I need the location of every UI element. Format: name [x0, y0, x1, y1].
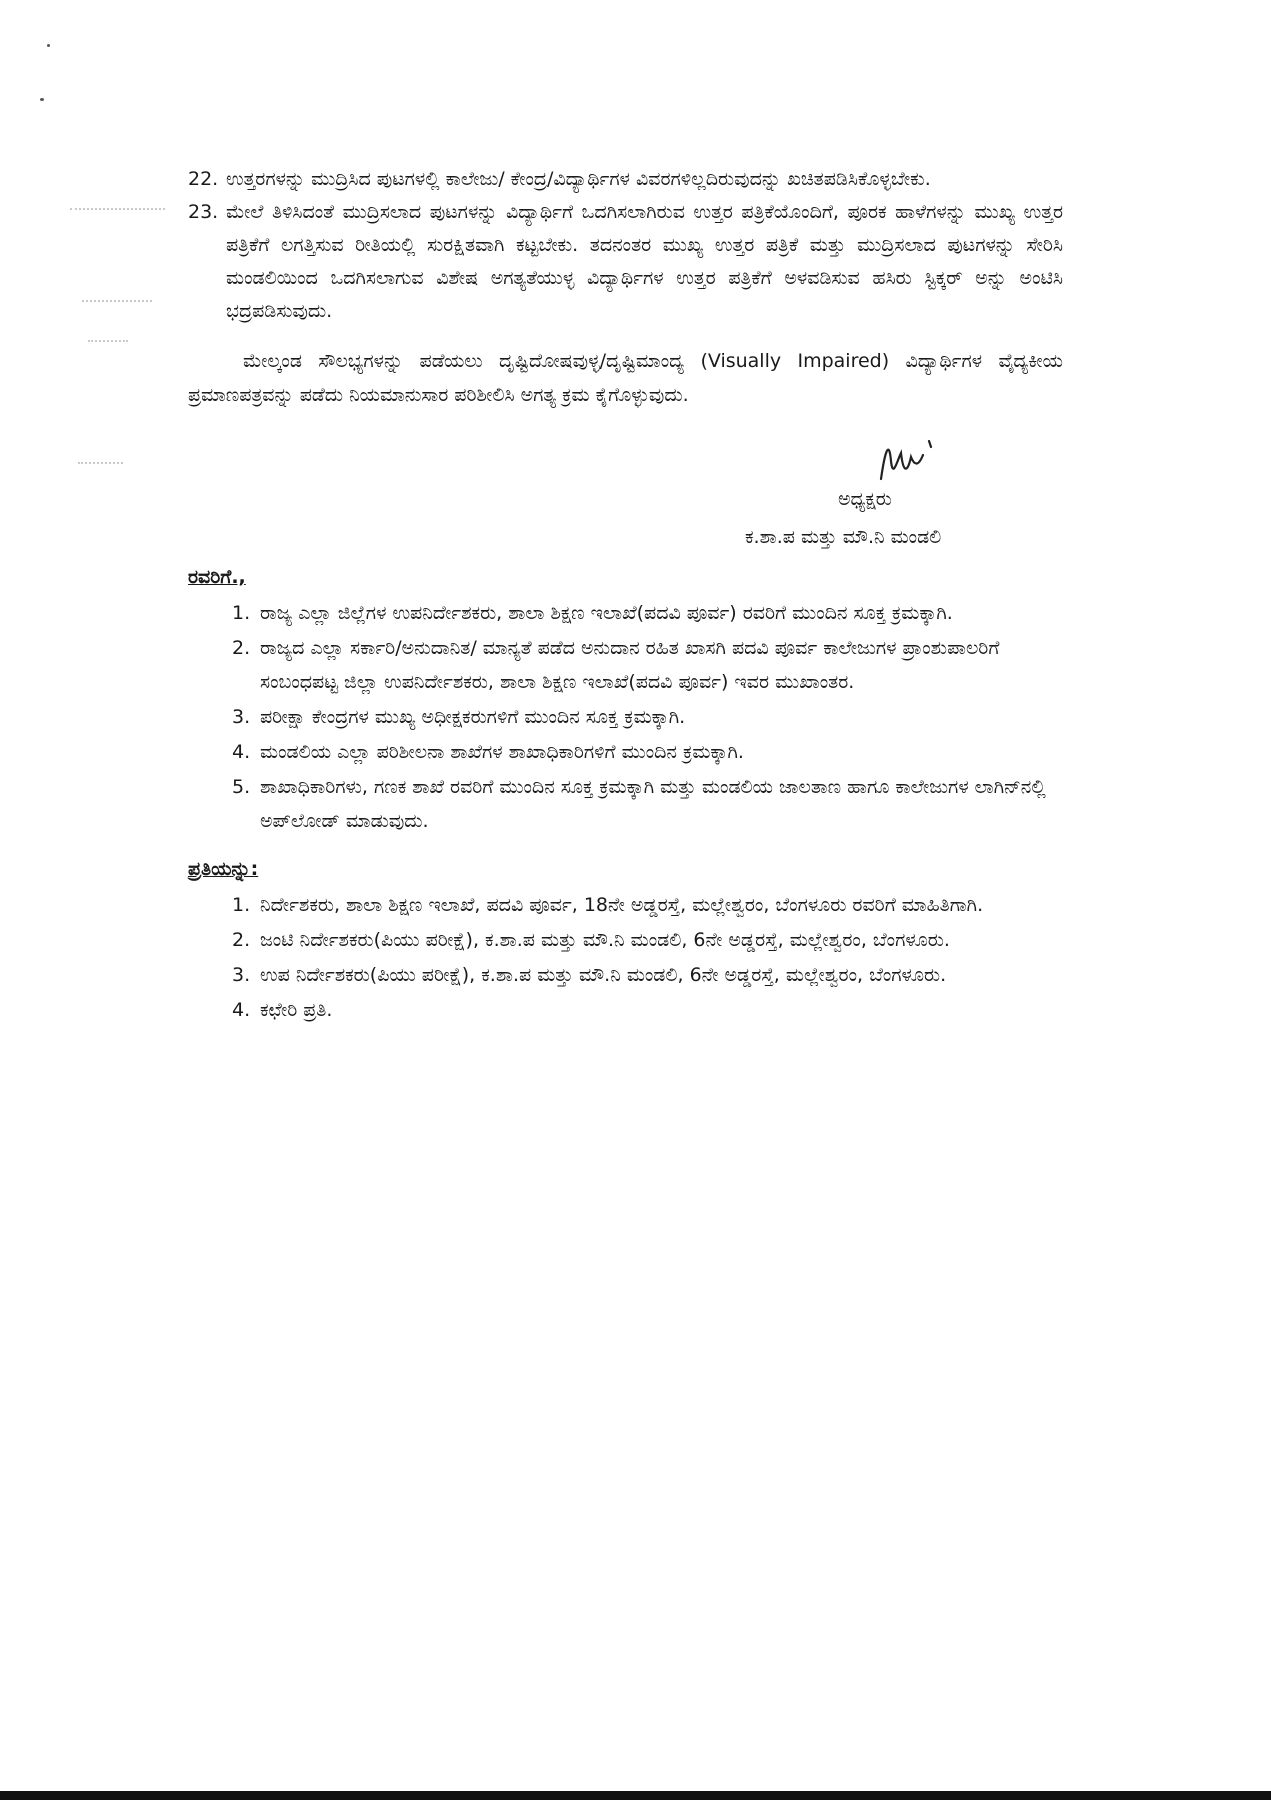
item-text: ಉಪ ನಿರ್ದೇಶಕರು(ಪಿಯು ಪರೀಕ್ಷೆ), ಕ.ಶಾ.ಪ ಮತ್ತು ಮೌ.ನಿ ಮಂಡಲಿ, 6ನೇ ಅಡ್ಡರಸ್ತೆ, ಮಲ್ಲೇಶ್ವರಂ, ಬೆಂಗಳೂರು. — [260, 964, 947, 986]
instruction-paragraph: ಮೇಲ್ಕಂಡ ಸೌಲಭ್ಯಗಳನ್ನು ಪಡೆಯಲು ದೃಷ್ಟಿದೋಷವುಳ್ಳ/ದೃಷ್ಟಿಮಾಂದ್ಯ (Visually Impaired) ವಿದ್ಯಾರ್ಥಿಗಳ ವೈದ್ಯಕೀಯ ಪ್ರಮಾಣಪತ್ರವನ್ನು ಪಡೆದು ನಿಯಮಾನುಸಾರ ಪರಿಶೀಲಿಸಿ ಅಗತ್ಯ ಕ್ರಮ ಕೈಗೊಳ್ಳುವುದು. — [188, 350, 1063, 406]
list-item-22 — [188, 163, 1063, 196]
copy-list — [188, 888, 1063, 1027]
scan-noise — [88, 340, 128, 344]
scan-noise — [82, 300, 152, 304]
scan-noise — [78, 462, 123, 466]
list-item — [188, 596, 1063, 630]
item-text: ರಾಜ್ಯದ ಎಲ್ಲಾ ಸರ್ಕಾರಿ/ಅನುದಾನಿತ/ ಮಾನ್ಯತೆ ಪಡೆದ ಅನುದಾನ ರಹಿತ ಖಾಸಗಿ ಪದವಿ ಪೂರ್ವ ಕಾಲೇಜುಗಳ ಪ್ರಾಂಶುಪಾಲರಿಗೆ ಸಂಬಂಧಪಟ್ಟ ಜಿಲ್ಲಾ ಉಪನಿರ್ದೇಶಕರು, ಶಾಲಾ ಶಿಕ್ಷಣ ಇಲಾಖೆ(ಪದವಿ ಪೂರ್ವ) ಇವರ ಮುಖಾಂತರ. — [260, 637, 1000, 693]
item-number: 4. — [232, 741, 251, 763]
item-text: ಪರೀಕ್ಷಾ ಕೇಂದ್ರಗಳ ಮುಖ್ಯ ಅಧೀಕ್ಷಕರುಗಳಿಗೆ ಮುಂದಿನ ಸೂಕ್ತ ಕ್ರಮಕ್ಕಾಗಿ. — [260, 706, 686, 728]
to-section-heading: ರವರಿಗೆ., — [188, 566, 246, 588]
item-text: ಮೇಲೆ ತಿಳಿಸಿದಂತೆ ಮುದ್ರಿಸಲಾದ ಪುಟಗಳನ್ನು ವಿದ್ಯಾರ್ಥಿಗೆ ಒದಗಿಸಲಾಗಿರುವ ಉತ್ತರ ಪತ್ರಿಕೆಯೊಂದಿಗೆ, ಪೂರಕ ಹಾಳೆಗಳನ್ನು ಮುಖ್ಯ ಉತ್ತರ ಪತ್ರಿಕೆಗೆ ಲಗತ್ತಿಸುವ ರೀತಿಯಲ್ಲಿ ಸುರಕ್ಷಿತವಾಗಿ ಕಟ್ಟಬೇಕು. ತದನಂತರ ಮುಖ್ಯ ಉತ್ತರ ಪತ್ರಿಕೆ ಮತ್ತು ಮುದ್ರಿಸಲಾದ ಪುಟಗಳನ್ನು ಸೇರಿಸಿ ಮಂಡಲಿಯಿಂದ ಒದಗಿಸಲಾಗುವ ವಿಶೇಷ ಅಗತ್ಯತೆಯುಳ್ಳ ವಿದ್ಯಾರ್ಥಿಗಳ ಉತ್ತರ ಪತ್ರಿಕೆಗೆ ಅಳವಡಿಸುವ ಹಸಿರು ಸ್ಟಿಕ್ಕರ್ ಅನ್ನು ಅಂಟಿಸಿ ಭದ್ರಪಡಿಸುವುದು. — [226, 201, 1063, 322]
signatory-organization: ಕ.ಶಾ.ಪ ಮತ್ತು ಮೌ.ನಿ ಮಂಡಲಿ — [745, 526, 942, 548]
item-text: ಕಛೇರಿ ಪ್ರತಿ. — [260, 999, 333, 1021]
signatory-title: ಅಧ್ಯಕ್ಷರು — [838, 488, 892, 510]
item-number: 4. — [232, 999, 251, 1021]
scan-noise — [70, 208, 165, 212]
signature-mark — [873, 431, 953, 487]
item-text: ಶಾಖಾಧಿಕಾರಿಗಳು, ಗಣಕ ಶಾಖೆ ರವರಿಗೆ ಮುಂದಿನ ಸೂಕ್ತ ಕ್ರಮಕ್ಕಾಗಿ ಮತ್ತು ಮಂಡಲಿಯ ಜಾಲತಾಣ ಹಾಗೂ ಕಾಲೇಜುಗಳ ಲಾಗಿನ್‌ನಲ್ಲಿ ಅಪ್‌ಲೋಡ್ ಮಾಡುವುದು. — [260, 776, 1046, 832]
item-number: 23. — [188, 201, 219, 223]
item-text: ಮಂಡಲಿಯ ಎಲ್ಲಾ ಪರಿಶೀಲನಾ ಶಾಖೆಗಳ ಶಾಖಾಧಿಕಾರಿಗಳಿಗೆ ಮುಂದಿನ ಕ್ರಮಕ್ಕಾಗಿ. — [260, 741, 744, 763]
scan-bottom-edge — [0, 1791, 1271, 1800]
scan-speck — [47, 44, 50, 47]
item-number: 3. — [232, 964, 251, 986]
item-number: 2. — [232, 929, 251, 951]
item-number: 1. — [232, 894, 251, 916]
signature-block — [188, 431, 1063, 561]
item-number: 1. — [232, 602, 251, 624]
list-item — [188, 993, 1063, 1027]
list-item — [188, 631, 1063, 699]
list-item-23 — [188, 196, 1063, 328]
item-text: ರಾಜ್ಯ ಎಲ್ಲಾ ಜಿಲ್ಲೆಗಳ ಉಪನಿರ್ದೇಶಕರು, ಶಾಲಾ ಶಿಕ್ಷಣ ಇಲಾಖೆ(ಪದವಿ ಪೂರ್ವ) ರವರಿಗೆ ಮುಂದಿನ ಸೂಕ್ತ ಕ್ರಮಕ್ಕಾಗಿ. — [260, 602, 953, 624]
scan-speck — [40, 98, 44, 101]
list-item — [188, 770, 1063, 838]
list-item — [188, 735, 1063, 769]
list-item — [188, 958, 1063, 992]
recipient-list — [188, 596, 1063, 838]
copy-section-heading: ಪ್ರತಿಯನ್ನು: — [188, 858, 259, 880]
item-number: 5. — [232, 776, 251, 798]
list-item — [188, 700, 1063, 734]
document-body — [188, 163, 1063, 1028]
item-text: ಜಂಟಿ ನಿರ್ದೇಶಕರು(ಪಿಯು ಪರೀಕ್ಷೆ), ಕ.ಶಾ.ಪ ಮತ್ತು ಮೌ.ನಿ ಮಂಡಲಿ, 6ನೇ ಅಡ್ಡರಸ್ತೆ, ಮಲ್ಲೇಶ್ವರಂ, ಬೆಂಗಳೂರು. — [260, 929, 950, 951]
item-number: 3. — [232, 706, 251, 728]
item-number: 2. — [232, 637, 251, 659]
item-text: ಉತ್ತರಗಳನ್ನು ಮುದ್ರಿಸಿದ ಪುಟಗಳಲ್ಲಿ ಕಾಲೇಜು/ ಕೇಂದ್ರ/ವಿದ್ಯಾರ್ಥಿಗಳ ವಿವರಗಳಿಲ್ಲದಿರುವುದನ್ನು ಖಚಿತಪಡಿಸಿಕೊಳ್ಳಬೇಕು. — [226, 168, 931, 190]
item-number: 22. — [188, 168, 219, 190]
list-item — [188, 888, 1063, 922]
list-item — [188, 923, 1063, 957]
item-text: ನಿರ್ದೇಶಕರು, ಶಾಲಾ ಶಿಕ್ಷಣ ಇಲಾಖೆ, ಪದವಿ ಪೂರ್ವ, 18ನೇ ಅಡ್ಡರಸ್ತೆ, ಮಲ್ಲೇಶ್ವರಂ, ಬೆಂಗಳೂರು ರವರಿಗೆ ಮಾಹಿತಿಗಾಗಿ. — [260, 894, 984, 916]
